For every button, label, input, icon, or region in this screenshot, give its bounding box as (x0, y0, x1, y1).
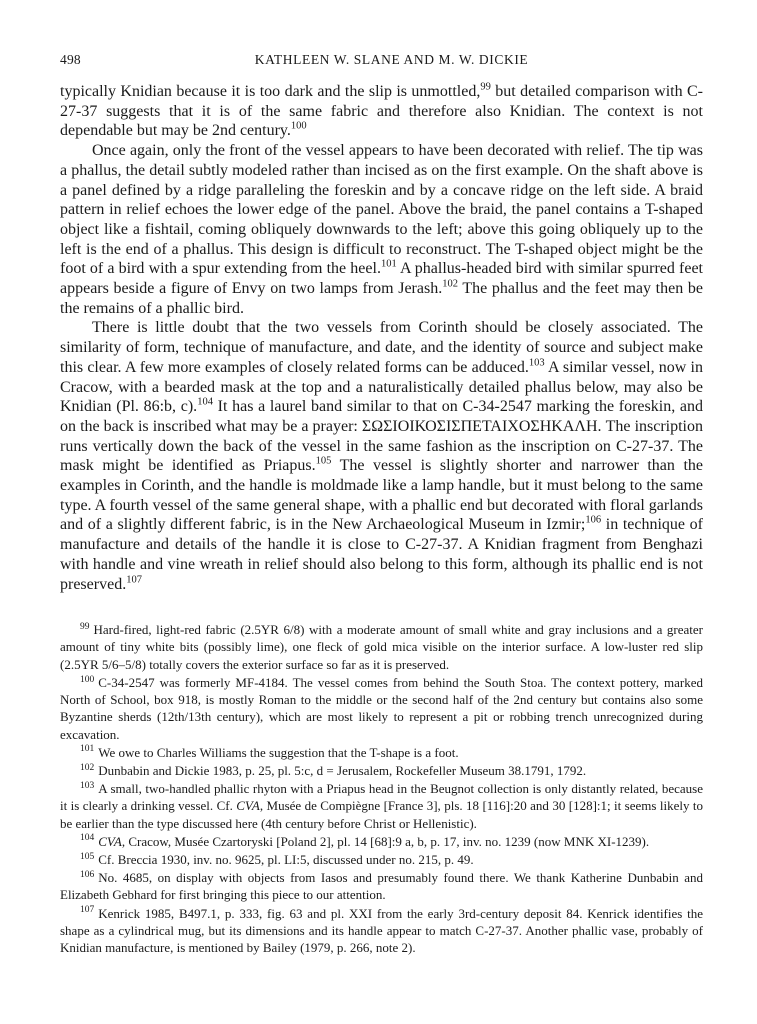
text-run: Kenrick 1985, B497.1, p. 333, fig. 63 and pl. XXI from the early 3rd-century deposit 84. Kenrick identifies the shape as a cylindrical mug, but its dimensions and its handle appear to match C-27-37. Another phallic vase, probably of Knidian manufacture, is mentioned by Bailey (1979, p. 266, note 2). (60, 905, 703, 955)
footnote-number: 99 (80, 621, 90, 632)
text-run: The phallus and the feet may then be the remains of a phallic bird. (60, 280, 704, 317)
text-run: No. 4685, on display with objects from Iasos and presumably found there. We thank Katherine Dunbabin and Elizabeth Gebhard for first bringing this piece to our attention. (60, 870, 703, 903)
text-run: Dunbabin and Dickie 1983, p. 25, pl. 5:c, d = Jerusalem, Rockefeller Museum 38.1791, 1792. (98, 762, 587, 778)
footnote-number: 104 (80, 833, 95, 844)
footnote-ref: 104 (197, 396, 213, 408)
footnote (60, 851, 703, 868)
footnote-ref: 103 (528, 357, 545, 369)
text-run: It has a laurel band similar to that on C-34-2547 marking the foreskin, and on the back is inscribed what may be a prayer: ΣΩΣΙΟΙΚΟΣΙΣΠΕΤΑΙΧΟΣΗΚΑΛΗ. The inscription runs vertically down the back of the vessel in the same fashion as the inscription on C-27-37. The mask might be identified as Priapus. (60, 398, 704, 475)
page-number: 498 (60, 52, 81, 67)
text-run: A similar vessel, now in Cracow, with a bearded mask at the top and a naturalistically detailed phallus below, may also be Knidian (Pl. 86:b, c). (60, 358, 704, 416)
text-run: The vessel is slightly shorter and narrower than the examples in Corinth, and the handle is moldmade like a lamp handle, but it must belong to the same type. A fourth vessel of the same general shape, with a phallic end but decorated with floral garlands and of a slightly different fabric, is in the New Archaeological Museum in Izmir; (60, 457, 703, 534)
footnote-number: 101 (80, 744, 95, 755)
footnote (60, 780, 703, 832)
text-run: C-34-2547 was formerly MF-4184. The vessel comes from behind the South Stoa. The context pottery, marked North of School, box 918, is mostly Roman to the middle or the second half of the 2nd century but contains also some Byzantine sherds (12th/13th century), which are most likely to represent a pit or robbing trench unrecognized during excavation. (60, 674, 703, 742)
footnote-ref: 105 (315, 456, 332, 468)
text-run: Cf. Breccia 1930, inv. no. 9625, pl. LI:5, discussed under no. 215, p. 49. (98, 851, 474, 867)
footnote-ref: 101 (380, 259, 397, 270)
footnotes (60, 621, 703, 956)
text-run: Once again, only the front of the vessel appears to have been decorated with relief. The tip was a phallus, the detail subtly modeled rather than incised as on the first example. On the shaft above is a panel defined by a ridge paralleling the foreskin and by a concave ridge on the left side. A braid pattern in relief echoes the lower edge of the panel. Above the braid, the panel contains a T-shaped object like a fishtail, coming obliquely downwards to the left; above this going obliquely up to the left is the end of a phallus. This design is difficult to reconstruct. The T-shaped object might be the foot of a bird with a spur extending from the heel. (60, 142, 703, 278)
footnote-ref: 102 (442, 278, 458, 290)
text-run: in technique of manufacture and details of the handle it is close to C-27-37. A Knidian fragment from Benghazi with handle and vine wreath in relief should also belong to this form, although its phallic end is not preserved. (60, 516, 704, 593)
text-run: but detailed comparison with C-27-37 suggests that it is of the same fabric and therefore also Knidian. The context is not dependable but may be 2nd century. (60, 83, 704, 140)
paragraph (60, 318, 703, 594)
text-run: We owe to Charles Williams the suggestion that the T-shape is a foot. (98, 744, 459, 760)
paragraph (60, 141, 703, 318)
text-run: A phallus-headed bird with similar spurred feet appears beside a figure of Envy on two lamps from Jerash. (60, 260, 703, 298)
running-head: KATHLEEN W. SLANE AND M. W. DICKIE (254, 52, 529, 67)
footnote-number: 102 (80, 762, 95, 773)
footnote (60, 762, 703, 779)
footnote-number: 107 (80, 905, 95, 916)
page-header (60, 52, 703, 74)
text-run: , Cracow, Musée Czartoryski [Poland 2], pl. 14 [68]:9 a, b, p. 17, inv. no. 1239 (now MNK XI-1239). (121, 833, 650, 849)
text-run: A small, two-handled phallic rhyton with a Priapus head in the Beugnot collection is only distantly related, because it is clearly a drinking vessel. Cf. (60, 781, 703, 814)
text-run: There is little doubt that the two vessels from Corinth should be closely associated. The similarity of form, technique of manufacture, and date, and the identity of source and subject make this clear. A few more examples of closely related forms can be adduced. (60, 319, 703, 376)
footnote-number: 100 (80, 674, 95, 685)
italic-text: CVA (98, 833, 122, 849)
footnote (60, 905, 703, 957)
text-run: Hard-fired, light-red fabric (2.5YR 6/8) with a moderate amount of small white and gray inclusions and a greater amount of tiny white bits (possibly lime), one fleck of gold mica visible on the interior surface. A low-luster red slip (2.5YR 5/6–5/8) totally covers the exterior surface so far as it is preserved. (60, 622, 703, 672)
italic-text: CVA (236, 798, 260, 814)
footnote-ref: 107 (126, 574, 142, 586)
paragraph (60, 82, 703, 141)
footnote-ref: 100 (290, 121, 307, 133)
footnote-ref: 106 (585, 515, 602, 527)
footnote (60, 744, 703, 761)
page (60, 52, 703, 957)
footnote-ref: 99 (480, 81, 491, 93)
footnote (60, 869, 703, 903)
footnote (60, 674, 703, 743)
footnote (60, 621, 703, 673)
footnote-number: 103 (80, 780, 95, 791)
footnote (60, 833, 703, 850)
footnote-number: 106 (80, 869, 95, 880)
main-text (60, 82, 703, 594)
text-run: typically Knidian because it is too dark and the slip is unmottled, (60, 83, 481, 100)
text-run: , Musée de Compiègne [France 3], pls. 18 [116]:20 and 30 [128]:1; it seems likely to be earlier than the type discussed here (4th century before Christ or Hellenistic). (60, 798, 703, 831)
footnote-number: 105 (80, 851, 95, 862)
